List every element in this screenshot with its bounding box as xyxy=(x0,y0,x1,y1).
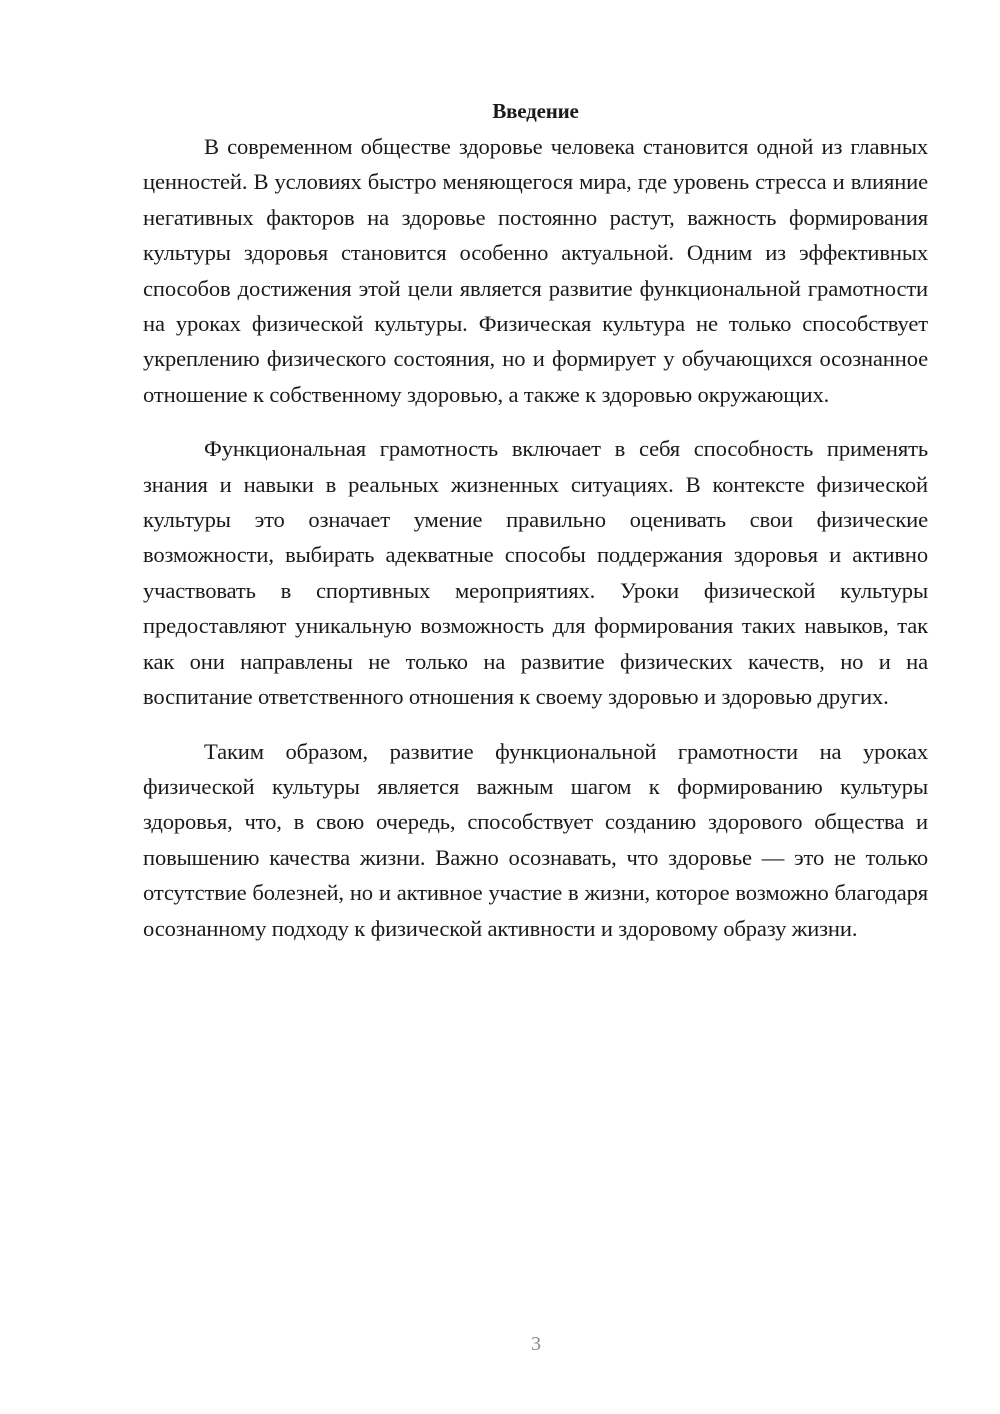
section-heading: Введение xyxy=(492,99,579,123)
page-content xyxy=(143,96,928,965)
paragraph-1: В современном обществе здоровье человека становится одной из главных ценностей. В условиях быстро меняющегося мира, где уровень стресса и влияние негативных факторов на здоровье постоянно растут, важность формирования культуры здоровья становится особенно актуальной. Одним из эффективных способов достижения этой цели является развитие функциональной грамотности на уроках физической культуры. Физическая культура не только способствует укреплению физического состояния, но и формирует у обучающихся осознанное отношение к собственному здоровью, а также к здоровью окружающих. xyxy=(143,134,928,407)
paragraph-3: Таким образом, развитие функциональной грамотности на уроках физической культуры является важным шагом к формированию культуры здоровья, что, в свою очередь, способствует созданию здорового общества и повышению качества жизни. Важно осознавать, что здоровье — это не только отсутствие болезней, но и активное участие в жизни, которое возможно благодаря осознанному подходу к физической активности и здоровому образу жизни. xyxy=(143,738,928,941)
page-number: 3 xyxy=(531,1333,541,1355)
paragraph-2: Функциональная грамотность включает в себя способность применять знания и навыки в реальных жизненных ситуациях. В контексте физической культуры это означает умение правильно оценивать свои физические возможности, выбирать адекватные способы поддержания здоровья и активно участвовать в спортивных мероприятиях. Уроки физической культуры предоставляют уникальную возможность для формирования таких навыков, так как они направлены не только на развитие физических качеств, но и на воспитание ответственного отношения к своему здоровью и здоровью других. xyxy=(143,436,928,710)
